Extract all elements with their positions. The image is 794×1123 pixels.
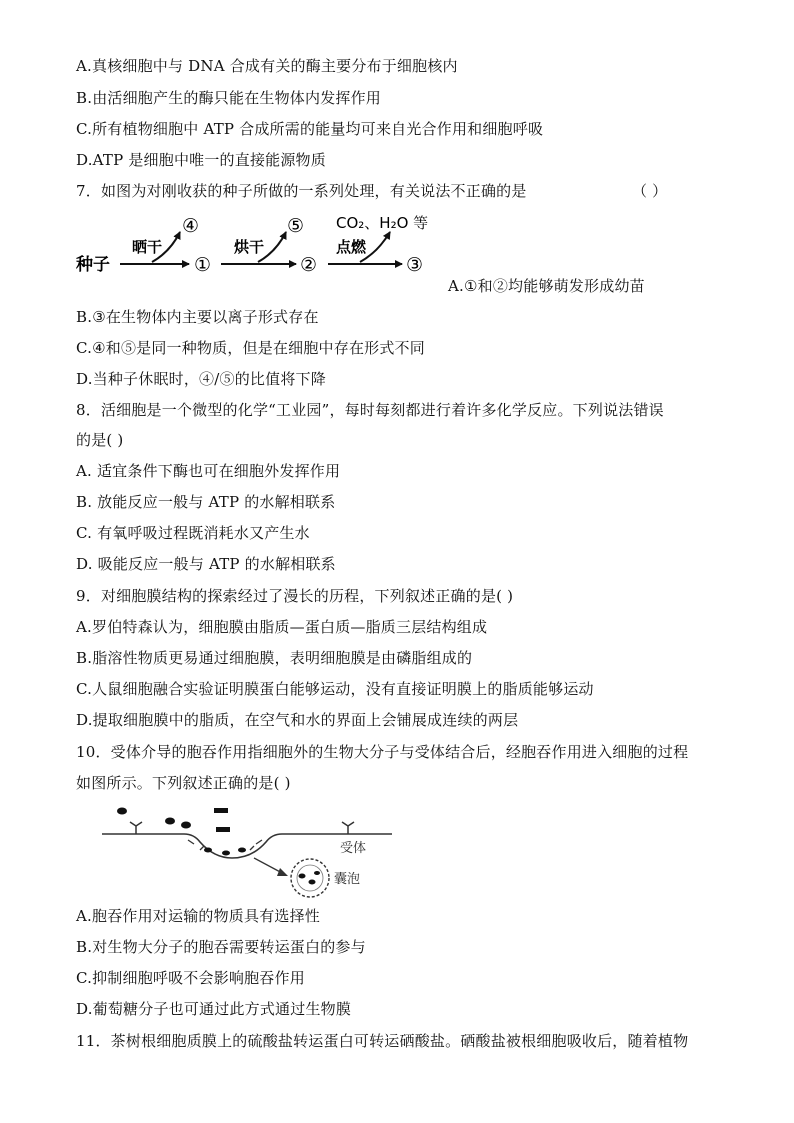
q7-option-c: C.④和⑤是同一种物质，但是在细胞中存在形式不同 [76, 339, 425, 357]
q6-option-b: B.由活细胞产生的酶只能在生物体内发挥作用 [76, 89, 381, 107]
q10-option-b: B.对生物大分子的胞吞需要转运蛋白的参与 [76, 938, 366, 956]
vesicle-content [314, 871, 320, 875]
product-1: ① [194, 254, 212, 276]
q10-option-a: A.胞吞作用对运输的物质具有选择性 [76, 907, 321, 925]
q8-stem-line2: 的是( ) [76, 431, 124, 449]
q9-option-c: C.人鼠细胞融合实验证明膜蛋白能够运动，没有直接证明膜上的脂质能够运动 [76, 680, 594, 698]
q10-option-d: D.葡萄糖分子也可通过此方式通过生物膜 [76, 1000, 352, 1018]
q9-option-a: A.罗伯特森认为，细胞膜由脂质—蛋白质—脂质三层结构组成 [76, 618, 488, 636]
q8-option-d: D. 吸能反应一般与 ATP 的水解相联系 [76, 555, 336, 573]
q6-option-d: D.ATP 是细胞中唯一的直接能源物质 [76, 151, 326, 169]
q11-stem-line1: 11．茶树根细胞质膜上的硫酸盐转运蛋白可转运硒酸盐。硒酸盐被根细胞吸收后，随着植物 [76, 1032, 689, 1050]
macromolecule [117, 808, 127, 815]
endocytosis-diagram [96, 800, 406, 900]
q8-stem-line1: 8．活细胞是一个微型的化学“工业园”，每时每刻都进行着许多化学反应。下列说法错误 [76, 401, 664, 419]
product-5: ⑤ [287, 215, 305, 237]
q9-option-d: D.提取细胞膜中的脂质，在空气和水的界面上会铺展成连续的两层 [76, 711, 519, 729]
seed-treatment-diagram [74, 206, 434, 284]
q7-option-d: D.当种子休眠时，④/⑤的比值将下降 [76, 370, 326, 388]
vesicle-label: 囊泡 [334, 872, 361, 887]
q8-option-b: B. 放能反应一般与 ATP 的水解相联系 [76, 493, 336, 511]
step3-label: 点燃 [336, 238, 367, 256]
q10-option-c: C.抑制细胞呼吸不会影响胞吞作用 [76, 969, 305, 987]
q9-stem: 9．对细胞膜结构的探索经过了漫长的历程，下列叙述正确的是( ) [76, 587, 514, 605]
bound-molecule [204, 848, 212, 853]
q10-stem-line1: 10．受体介导的胞吞作用指细胞外的生物大分子与受体结合后，经胞吞作用进入细胞的过程 [76, 743, 689, 761]
receptor [342, 822, 354, 834]
receptor-label: 受体 [340, 841, 367, 856]
pit-receptor [188, 840, 204, 850]
macromolecule [181, 822, 191, 829]
seed-label: 种子 [76, 255, 110, 275]
vesicle-content [299, 874, 306, 879]
q7-option-a: A.①和②均能够萌发形成幼苗 [448, 277, 645, 295]
bound-molecule [222, 851, 230, 856]
step1-label: 晒干 [132, 238, 163, 256]
macromolecule [216, 827, 230, 832]
q8-option-a: A. 适宜条件下酶也可在细胞外发挥作用 [76, 462, 341, 480]
q10-stem-line2: 如图所示。下列叙述正确的是( ) [76, 774, 291, 792]
q8-option-c: C. 有氧呼吸过程既消耗水又产生水 [76, 524, 310, 542]
q7-stem: 7．如图为对刚收获的种子所做的一系列处理，有关说法不正确的是 [76, 182, 527, 200]
macromolecule [214, 808, 228, 813]
product-4: ④ [182, 215, 200, 237]
arrow-head [277, 868, 288, 876]
q7-option-b: B.③在生物体内主要以离子形式存在 [76, 308, 319, 326]
product-3: ③ [406, 254, 424, 276]
macromolecule [165, 818, 175, 825]
bound-molecule [238, 848, 246, 853]
receptor [130, 822, 142, 834]
q6-option-c: C.所有植物细胞中 ATP 合成所需的能量均可来自光合作用和细胞呼吸 [76, 120, 544, 138]
combustion-products: CO₂、H₂O 等 [336, 214, 429, 232]
q6-option-a: A.真核细胞中与 DNA 合成有关的酶主要分布于细胞核内 [76, 57, 458, 75]
step2-label: 烘干 [234, 238, 265, 256]
product-2: ② [300, 254, 318, 276]
vesicle-content [309, 880, 316, 885]
q7-answer-bracket: （ ） [632, 182, 668, 200]
q9-option-b: B.脂溶性物质更易通过细胞膜，表明细胞膜是由磷脂组成的 [76, 649, 473, 667]
